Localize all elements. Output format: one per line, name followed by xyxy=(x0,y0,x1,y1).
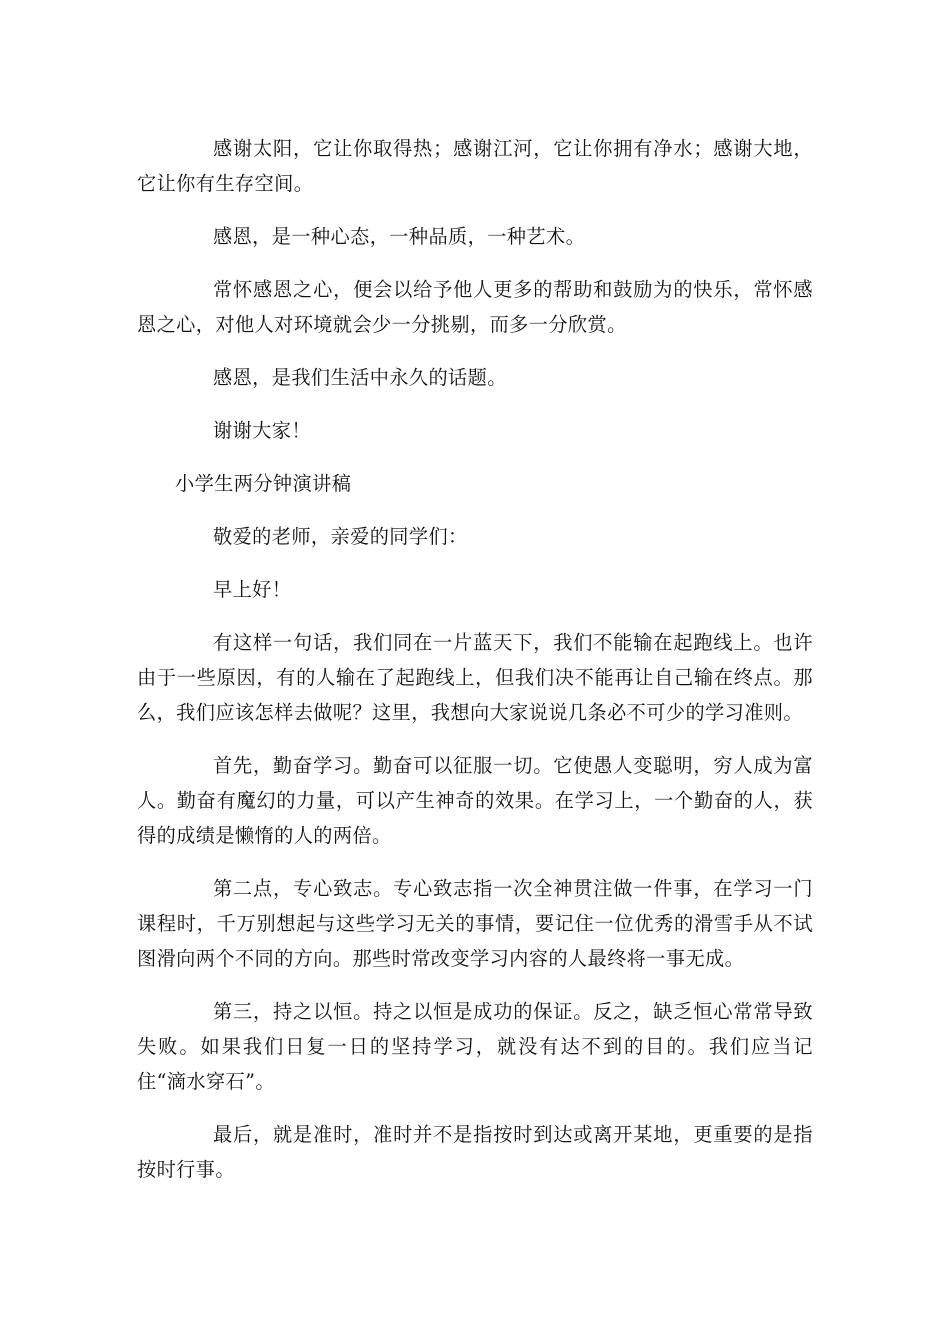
paragraph-eternal-topic: 感恩，是我们生活中永久的话题。 xyxy=(213,366,507,389)
paragraph-salutation: 敬爱的老师，亲爱的同学们： xyxy=(213,525,468,548)
paragraph-diligence: 首先，勤奋学习。勤奋可以征服一切。它使愚人变聪明，穷人成为富人。勤奋有魔幻的力量，可以产生神奇的效果。在学习上，一个勤奋的人，获得的成绩是懒惰的人的两倍。 xyxy=(137,754,813,847)
paragraph-greeting: 早上好！ xyxy=(213,578,292,601)
paragraph-starting-line: 有这样一句话，我们同在一片蓝天下，我们不能输在起跑线上。也许由于一些原因，有的人输在了起跑线上，但我们决不能再让自己输在终点。那么，我们应该怎样去做呢？这里，我想向大家说说几条必不可少的学习准则。 xyxy=(137,631,813,724)
paragraph-gratitude-definition: 感恩，是一种心态，一种品质，一种艺术。 xyxy=(213,225,586,248)
document-body xyxy=(137,131,813,1205)
paragraph-focus: 第二点，专心致志。专心致志指一次全神贯注做一件事，在学习一门课程时，千万别想起与这些学习无关的事情，要记住一位优秀的滑雪手从不试图滑向两个不同的方向。那些时常改变学习内容的人最终将一事无成。 xyxy=(137,877,813,970)
paragraph-perseverance: 第三，持之以恒。持之以恒是成功的保证。反之，缺乏恒心常常导致失败。如果我们日复一日的坚持学习，就没有达不到的目的。我们应当记住“滴水穿石”。 xyxy=(137,1000,813,1093)
paragraph-thank-nature: 感谢太阳，它让你取得热；感谢江河，它让你拥有净水；感谢大地，它让你有生存空间。 xyxy=(137,137,813,195)
paragraph-thanks-everyone: 谢谢大家！ xyxy=(213,419,311,442)
paragraph-grateful-heart: 常怀感恩之心，便会以给予他人更多的帮助和鼓励为的快乐，常怀感恩之心，对他人对环境就会少一分挑剔，而多一分欣赏。 xyxy=(137,278,813,336)
speech-title: 小学生两分钟演讲稿 xyxy=(175,472,352,495)
paragraph-punctuality: 最后，就是准时，准时并不是指按时到达或离开某地，更重要的是指按时行事。 xyxy=(137,1123,813,1181)
